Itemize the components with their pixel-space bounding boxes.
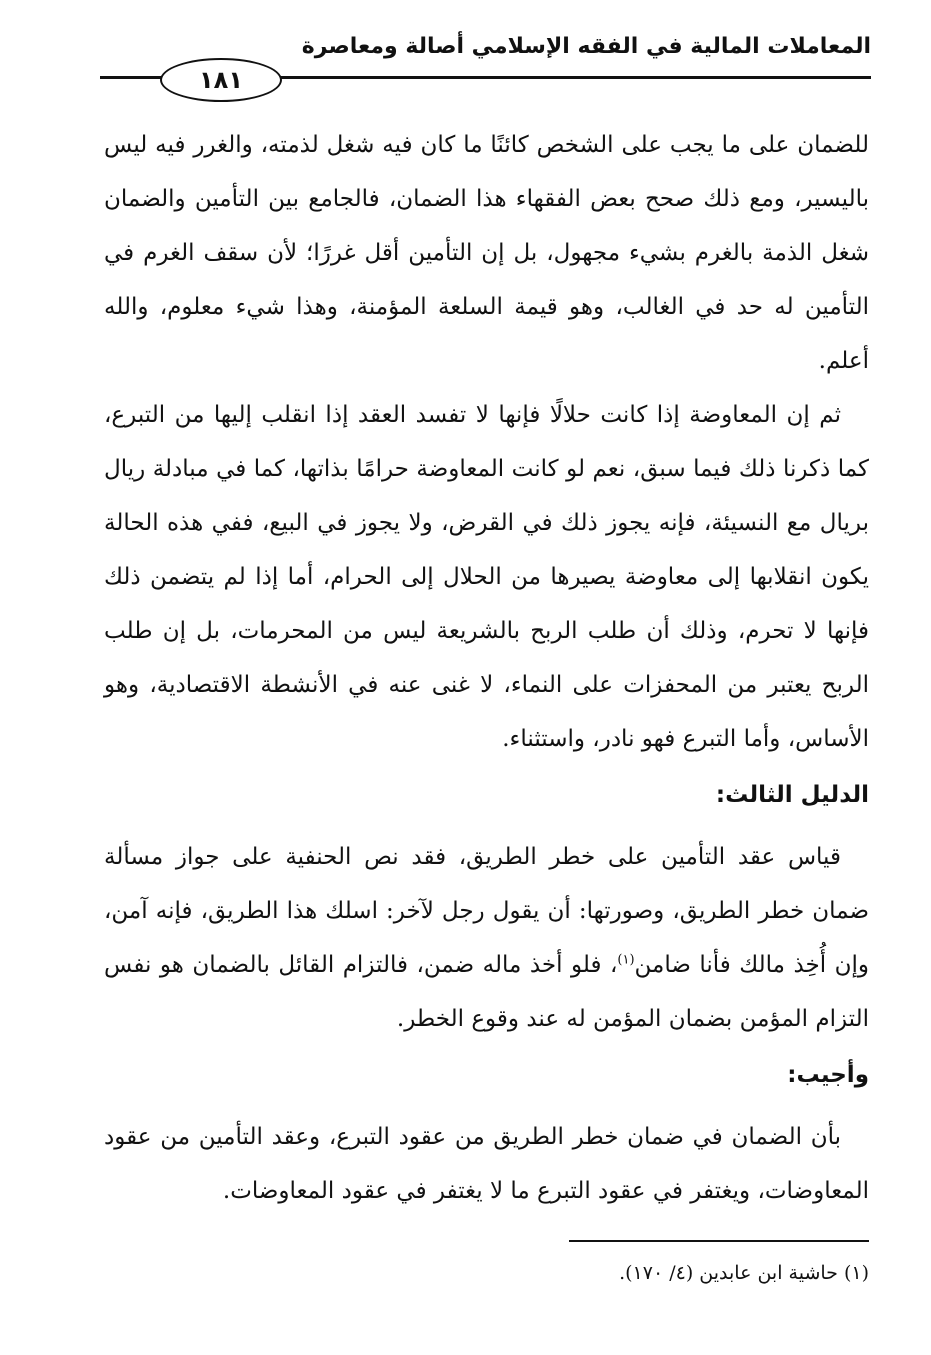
heading-third-evidence: الدليل الثالث: — [715, 782, 869, 808]
paragraph-3-text-b: ، فلو أخذ ماله ضمن، فالتزام القائل بالضمان هو نفس التزام المؤمن بضمان المؤمن له عند وقوع الخطر. — [104, 952, 869, 1032]
footnote-divider — [569, 1240, 869, 1242]
paragraph-1: للضمان على ما يجب على الشخص كائنًا ما كان فيه شغل لذمته، والغرر فيه ليس باليسير، ومع ذلك صحح بعض الفقهاء هذا الضمان، فالجامع بين التأمين والضمان شغل الذمة بالغرم بشيء مجهول، بل إن التأمين أقل غررًا؛ لأن سقف الغرم في التأمين له حد في الغالب، وهو قيمة السلعة المؤمنة، وهذا شيء معلوم، والله أعلم. — [104, 132, 869, 374]
running-title: المعاملات المالية في الفقه الإسلامي أصالة ومعاصرة — [301, 34, 871, 59]
footnote-ref[interactable]: (١) — [617, 952, 635, 968]
page-number: ١٨١ — [160, 58, 282, 102]
heading-response: وأجيب: — [787, 1062, 869, 1088]
paragraph-2: ثم إن المعاوضة إذا كانت حلالًا فإنها لا تفسد العقد إذا انقلب إليها من التبرع، كما ذكرنا ذلك فيما سبق، نعم لو كانت المعاوضة حرامًا بذاتها، كما في مبادلة ريال بريال مع النسيئة، فإنه يجوز ذلك في القرض، ولا يجوز في البيع، ففي هذه الحالة يكون انقلابها إلى معاوضة يصيرها من الحلال إلى الحرام، أما إذا لم يتضمن ذلك فإنها لا تحرم، وذلك أن طلب الربح بالشريعة ليس من المحرمات، بل إن طلب الربح يعتبر من المحفزات على النماء، لا غنى عنه في الأنشطة الاقتصادية، وهو الأساس، وأما التبرع فهو نادر، واستثناء. — [104, 402, 869, 752]
paragraph-3 — [104, 830, 869, 1046]
paragraph-3-text-a: قياس عقد التأمين على خطر الطريق، فقد نص الحنفية على جواز مسألة ضمان خطر الطريق، وصورتها: أن يقول رجل لآخر: اسلك هذا الطريق، فإنه آمن، وإن أُخِذ مالك فأنا ضامن — [104, 844, 869, 978]
paragraph-4: بأن الضمان في ضمان خطر الطريق من عقود التبرع، وعقد التأمين من عقود المعاوضات، ويغتفر في عقود التبرع ما لا يغتفر في عقود المعاوضات. — [104, 1124, 869, 1204]
footnote: (١) حاشية ابن عابدين (٤/ ١٧٠). — [619, 1262, 869, 1284]
page-header — [100, 34, 871, 104]
page-body — [104, 118, 869, 1218]
